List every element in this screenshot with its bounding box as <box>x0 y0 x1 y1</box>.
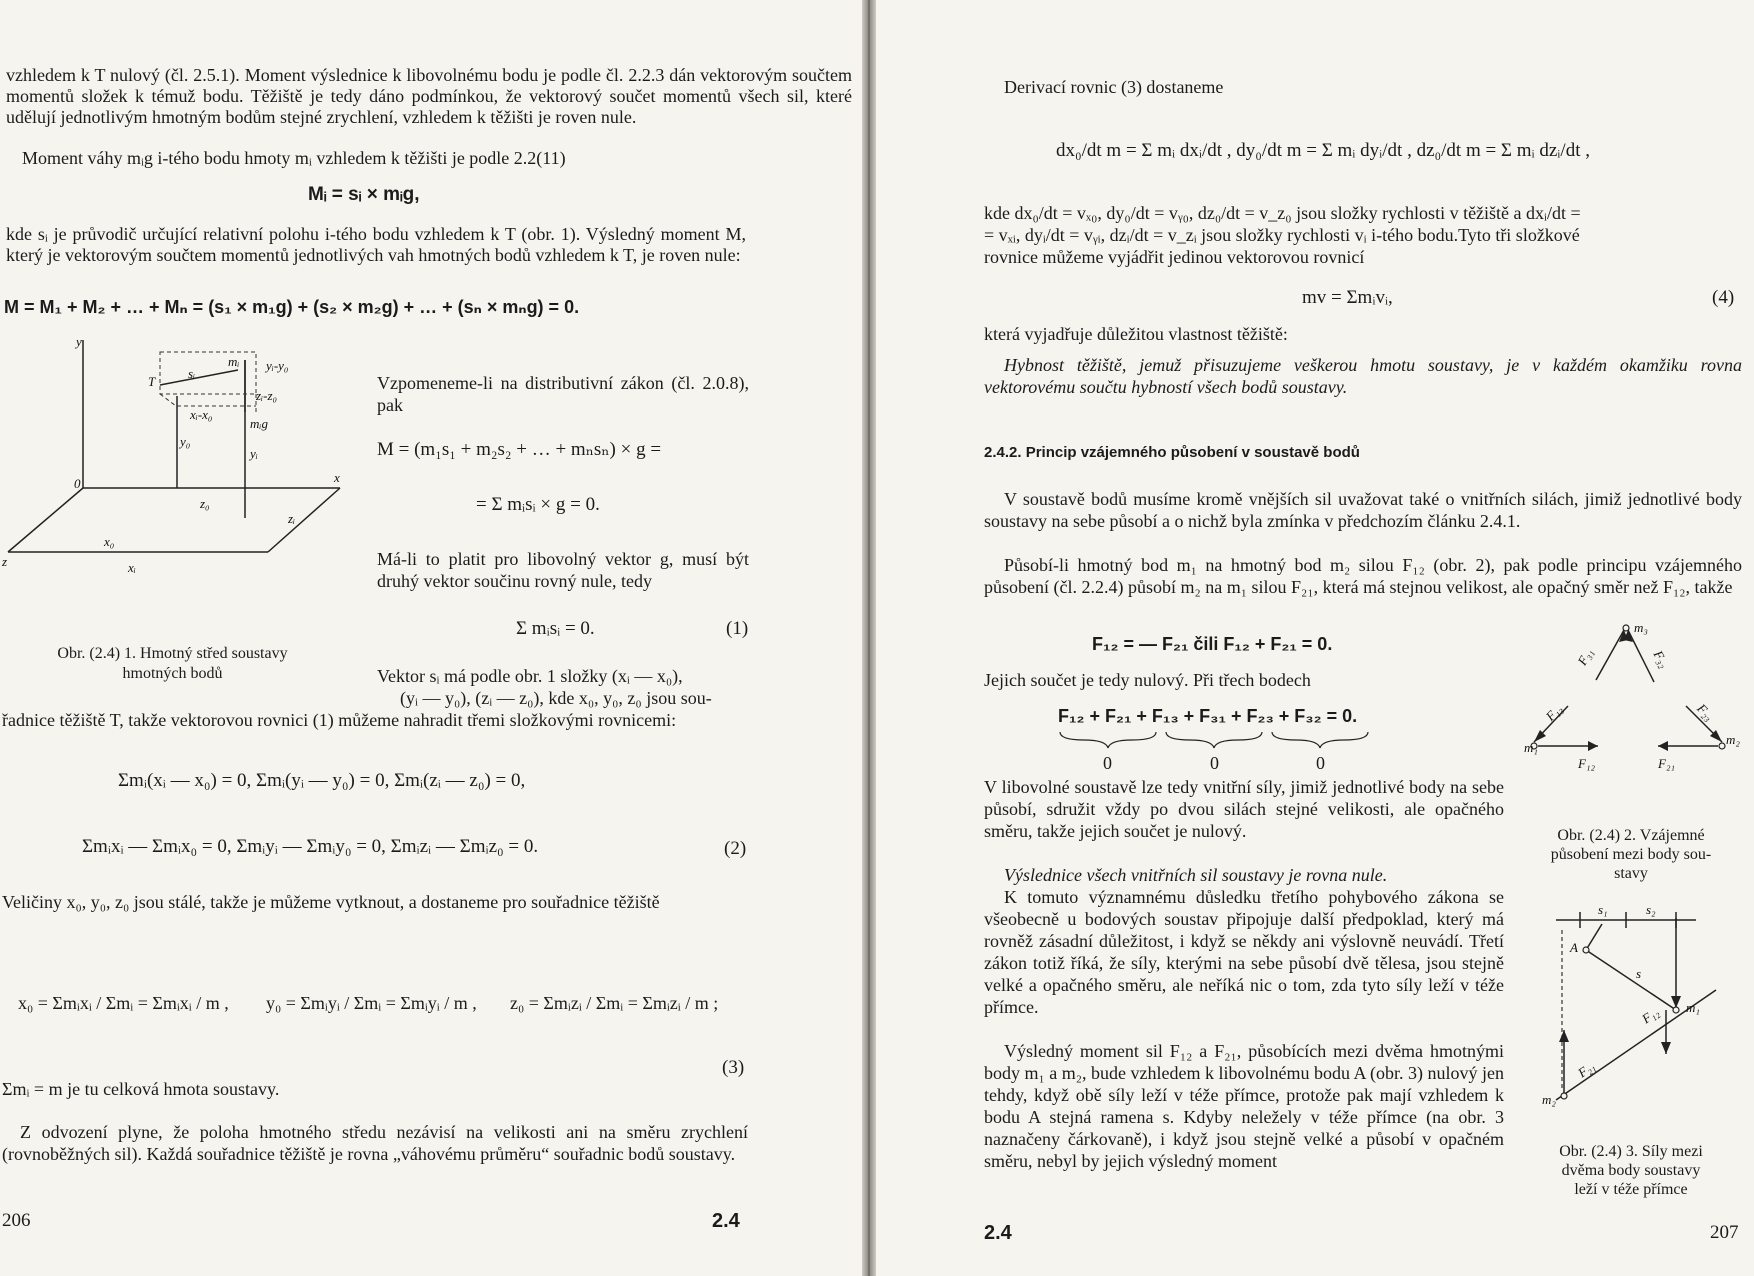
paragraph: Vzpomeneme-li na distributivní zákon (čl. 2.0.8), pak <box>377 373 749 415</box>
label-xi: xᵢ <box>128 560 136 575</box>
paragraph: Z odvození plyne, že poloha hmotného středu nezávisí na velikosti ani na směru zrychlení (rovnoběžných sil). Každá souřadnice těžiště je rovna „váhovému průměru“ souřadnic bodů soustavy. <box>2 1122 748 1164</box>
right-page <box>876 0 1754 1276</box>
equation-number: (4) <box>1712 287 1735 308</box>
label-yi: yᵢ <box>250 446 258 461</box>
equation-number: (1) <box>726 618 749 639</box>
paragraph: Má-li to platit pro libovolný vektor g, musí být druhý vektor součinu rovný nule, tedy <box>377 549 749 591</box>
label-z0: z₀ <box>200 496 210 511</box>
equation: Σmᵢ(xᵢ — x₀) = 0, Σmᵢ(yᵢ — y₀) = 0, Σmᵢ(zᵢ — z₀) = 0, <box>118 770 526 791</box>
paragraph: která vyjadřuje důležitou vlastnost těžiště: <box>984 324 1288 344</box>
chapter-number: 2.4 <box>712 1210 740 1232</box>
paragraph: V soustavě bodů musíme kromě vnějších sil uvažovat také o vnitřních silách, jimiž jednotlivé body soustavy na sebe působí a o nichž byla zmínka v předchozím článku 2.4.1. <box>984 489 1742 531</box>
figure-caption <box>1516 1142 1746 1199</box>
axis-label-y: y <box>76 334 82 349</box>
paragraph: Jejich součet je tedy nulový. Při třech bodech <box>984 670 1311 690</box>
caption-line: Obr. (2.4) 3. Síly mezi <box>1559 1143 1703 1160</box>
label-mig: mᵢg <box>250 416 268 431</box>
figure-caption <box>0 644 345 684</box>
label-F32: F₃₂ <box>1650 647 1673 671</box>
paragraph: Veličiny x₀, y₀, z₀ jsou stálé, takže je můžeme vytknout, a dostaneme pro souřadnice těžiště <box>2 892 660 912</box>
equation: mv = Σmᵢvᵢ, <box>1302 287 1393 308</box>
paragraph: vzhledem k T nulový (čl. 2.5.1). Moment výslednice k libovolnému bodu je podle čl. 2.2.3 dán vektorovým součtem momentů složek k témuž bodu. Těžiště je tedy dáno podmínkou, že vektorový součet momentů všech sil, které udělují jednotlivým hmotným bodům stejné zrychlení, vzhledem k těžišti je roven nule. <box>6 65 852 127</box>
label-xi-x0: xᵢ-x₀ <box>190 407 213 422</box>
figure-caption <box>1516 826 1746 883</box>
equation: F₁₂ = — F₂₁ čili F₁₂ + F₂₁ = 0. <box>1092 634 1333 654</box>
label-F12: F₁₂ <box>1638 1004 1662 1027</box>
caption-line: Obr. (2.4) 2. Vzájemné <box>1557 827 1705 844</box>
equation: M = (m₁s₁ + m₂s₂ + … + mₙsₙ) × g = <box>377 439 662 460</box>
equation: x₀ = Σmᵢxᵢ / Σmᵢ = Σmᵢxᵢ / m , <box>18 993 229 1013</box>
label-F12: F₁₂ <box>1578 756 1595 771</box>
label-m3: m₃ <box>1634 620 1648 635</box>
paragraph-italic: Výslednice všech vnitřních sil soustavy je rovna nule. <box>1004 865 1388 885</box>
equation: dx₀/dt m = Σ mᵢ dxᵢ/dt , dy₀/dt m = Σ mᵢ dyᵢ/dt , dz₀/dt m = Σ mᵢ dzᵢ/dt , <box>1056 140 1590 161</box>
caption-line: Obr. (2.4) 1. Hmotný střed soustavy <box>57 645 288 662</box>
chapter-number: 2.4 <box>984 1222 1012 1244</box>
left-page <box>0 0 862 1276</box>
brace-label: 0 <box>1316 753 1325 773</box>
book-gutter <box>862 0 876 1276</box>
paragraph: = vₓᵢ, dyᵢ/dt = vᵧᵢ, dzᵢ/dt = v_zᵢ jsou složky rychlosti vᵢ i-tého bodu.Tyto tři složkové <box>984 225 1580 245</box>
label-yi-y0: yᵢ-y₀ <box>266 358 289 373</box>
caption-line: leží v téže přímce <box>1574 1181 1688 1198</box>
label-y0: y₀ <box>180 434 191 449</box>
equation: Mᵢ = sᵢ × mᵢg, <box>308 184 420 205</box>
axis-label-z: z <box>2 554 8 569</box>
paragraph: rovnice můžeme vyjádřit jedinou vektorovou rovnicí <box>984 247 1365 267</box>
equation-number: (3) <box>722 1057 745 1078</box>
equation: Σ mᵢsᵢ = 0. <box>516 618 595 639</box>
paragraph: kde dx₀/dt = vₓ₀, dy₀/dt = vᵧ₀, dz₀/dt = v_z₀ jsou složky rychlosti v těžiště a dxᵢ/dt = <box>984 203 1581 223</box>
paragraph: (yᵢ — y₀), (zᵢ — z₀), kde x₀, y₀, z₀ jsou sou- <box>400 688 712 708</box>
label-s: s <box>1636 966 1642 981</box>
paragraph: řadnice těžiště T, takže vektorovou rovnici (1) můžeme nahradit třemi složkovými rovnicemi: <box>2 710 677 730</box>
label-F21: F₂₁ <box>1574 1058 1598 1081</box>
figure-2-diagram <box>1526 620 1746 820</box>
label-F21: F₂₁ <box>1658 756 1675 771</box>
equation: F₁₂ + F₂₁ + F₁₃ + F₃₁ + F₂₃ + F₃₂ = 0. <box>1058 706 1358 726</box>
equation: z₀ = Σmᵢzᵢ / Σmᵢ = Σmᵢzᵢ / m ; <box>510 993 719 1013</box>
paragraph: K tomuto významnému důsledku třetího pohybového zákona se všeobecně u bodových soustav připojuje další předpoklad, který má rovněž zásadní důležitost, i když se někdy ani výslovně neuvádí. Třetí zákon totiž říká, že síly, kterými na sebe působí dvě tělesa, jsou stejně velké a opačného směru, ale neříká nic o tom, zda tyto síly leží v téže přímce. <box>984 887 1504 1017</box>
label-mi: mᵢ <box>228 354 240 369</box>
label-F31: F₃₁ <box>1574 645 1596 668</box>
equation: M = M₁ + M₂ + … + Mₙ = (s₁ × m₁g) + (s₂ × m₂g) + … + (sₙ × mₙg) = 0. <box>4 297 580 317</box>
paragraph: V libovolné soustavě lze tedy vnitřní síly, jimiž jednotlivé body na sebe působí, sdružit vždy po dvou silách stejné velikosti, ale opačného směru, takže jejich součet je nulový. <box>984 777 1504 841</box>
label-m2: m₂ <box>1542 1092 1556 1107</box>
label-si: sᵢ <box>188 366 196 381</box>
paragraph-italic: Hybnost těžiště, jemuž přisuzujeme veškerou hmotu soustavy, je v každém okamžiku rovna vektorovému součtu hybností všech bodů soustavy. <box>984 355 1742 397</box>
label-m1: m₁ <box>1524 740 1538 755</box>
caption-line: působení mezi body sou- <box>1550 846 1712 863</box>
caption-line: dvěma body soustavy <box>1561 1162 1701 1179</box>
label-x0: x₀ <box>104 534 115 549</box>
label-zi: zᵢ <box>288 511 296 526</box>
paragraph: Působí-li hmotný bod m₁ na hmotný bod m₂ silou F₁₂ (obr. 2), pak podle principu vzájemného působení (čl. 2.2.4) působí m₂ na m₁ silou F₂₁, která má stejnou velikost, ale opačný směr než F₁₂, takže <box>984 555 1742 597</box>
caption-line: stavy <box>1614 865 1648 882</box>
figure-3-diagram <box>1526 890 1726 1130</box>
paragraph: Σmᵢ = m je tu celková hmota soustavy. <box>2 1079 280 1099</box>
page-number: 207 <box>1710 1222 1739 1243</box>
section-heading: 2.4.2. Princip vzájemného působení v soustavě bodů <box>984 444 1360 461</box>
brace-label: 0 <box>1210 753 1219 773</box>
origin-label: 0 <box>74 476 81 491</box>
page-number: 206 <box>2 1210 31 1231</box>
equation: Σmᵢxᵢ — Σmᵢx₀ = 0, Σmᵢyᵢ — Σmᵢy₀ = 0, Σmᵢzᵢ — Σmᵢz₀ = 0. <box>82 836 539 857</box>
paragraph: Moment váhy mᵢg i-tého bodu hmoty mᵢ vzhledem k těžišti je podle 2.2(11) <box>22 148 566 168</box>
paragraph: Výsledný moment sil F₁₂ a F₂₁, působících mezi dvěma hmotnými body m₁ a m₂, bude vzhledem k libovolnému bodu A (obr. 3) nulový jen tehdy, když obě síly leží v téže přímce, protože pak mají vzhledem k bodu A stejná ramena s. Kdyby neležely v téže přímce (na obr. 3 naznačeny čárkovaně), i když jsou stejně velké a působí v opačném směru, nebyl by jejich výsledný moment <box>984 1041 1504 1171</box>
figure-1-diagram <box>0 330 340 640</box>
equation-braces <box>1056 730 1376 754</box>
equation: y₀ = Σmᵢyᵢ / Σmᵢ = Σmᵢyᵢ / m , <box>266 993 477 1013</box>
axis-label-x: x <box>334 470 340 485</box>
brace-label: 0 <box>1103 753 1112 773</box>
paragraph: Vektor sᵢ má podle obr. 1 složky (xᵢ — x₀), <box>377 666 683 686</box>
paragraph: Derivací rovnic (3) dostaneme <box>1004 77 1224 97</box>
label-A: A <box>1570 940 1578 955</box>
label-m1: m₁ <box>1686 1000 1700 1015</box>
label-F13: F₁₃ <box>1542 701 1566 724</box>
caption-line: hmotných bodů <box>122 665 223 682</box>
equation-number: (2) <box>724 838 747 859</box>
label-s2: s₂ <box>1646 902 1656 917</box>
label-zi-z0: zᵢ-z₀ <box>256 388 278 403</box>
label-s1: s₁ <box>1598 902 1608 917</box>
paragraph: kde sᵢ je průvodič určující relativní polohu i-tého bodu vzhledem k T (obr. 1). Výsledný moment M, který je vektorovým součtem momentů jednotlivých vah hmotných bodů vzhledem k T, je roven nule: <box>6 224 746 265</box>
label-F23: F₂₃ <box>1694 700 1717 724</box>
equation: = Σ mᵢsᵢ × g = 0. <box>476 494 600 515</box>
label-T: T <box>148 374 156 389</box>
label-m2: m₂ <box>1726 732 1740 747</box>
